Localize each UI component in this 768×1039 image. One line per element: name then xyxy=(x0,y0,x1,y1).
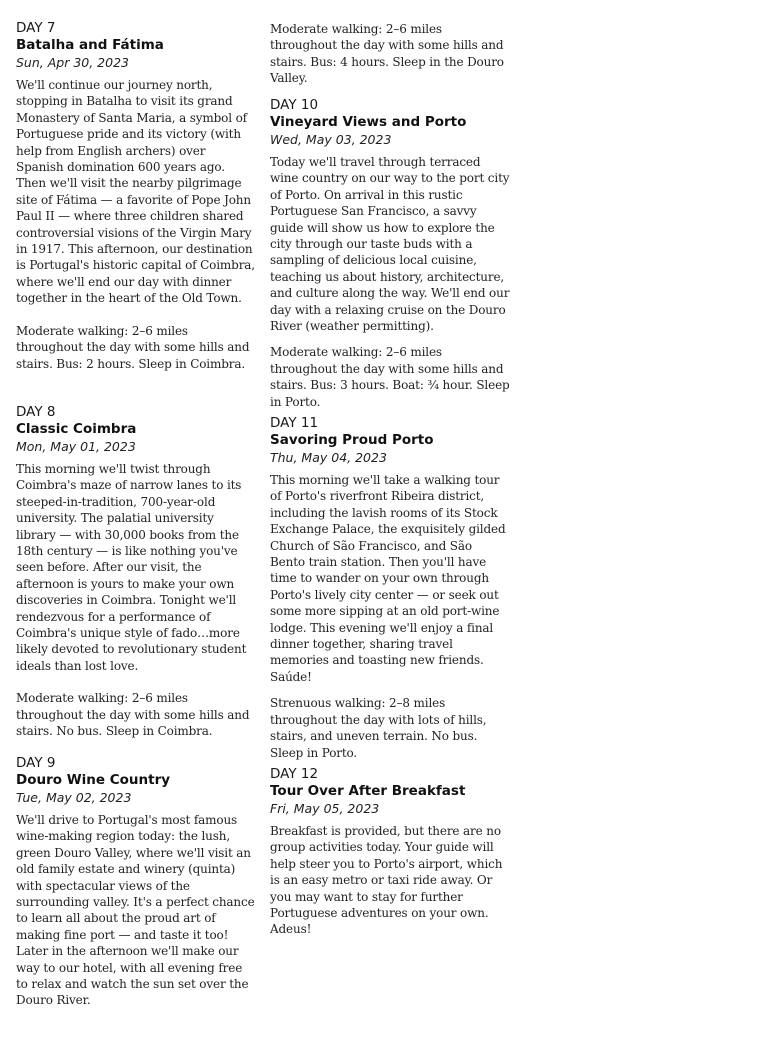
day-number: DAY 9 xyxy=(16,755,56,771)
day-title: Tour Over After Breakfast xyxy=(270,783,466,799)
day-description: We'll drive to Portugal's most famous wine-making region today: the lush, green Douro Valley, where we'll visit an old family estate and winery (quinta) with spectacular views of the surrounding valley. It's a perfect chance to learn all about the proud art of making fine port — and taste it too! Later in the afternoon we'll make our way to our hotel, with all evening free to relax and watch the sun set over the Douro River. xyxy=(16,813,255,1008)
day-number: DAY 10 xyxy=(270,97,319,113)
day-10-section xyxy=(270,97,510,410)
day-date: Fri, May 05, 2023 xyxy=(270,801,380,816)
walking-info: Moderate walking: 2–6 miles throughout the day with some hills and stairs. No bus. Sleep in Coimbra. xyxy=(16,691,250,739)
day-12-section xyxy=(270,766,510,938)
day-number: DAY 8 xyxy=(16,404,56,420)
day-description: We'll continue our journey north, stopping in Batalha to visit its grand Monastery of Santa Maria, a symbol of Portuguese pride and its victory (with help from English archers) over Spanish domination 600 years ago. Then we'll visit the nearby pilgrimage site of Fátima — a favorite of Pope John Paul II — where three children shared controversial visions of the Virgin Mary in 1917. This afternoon, our destination is Portugal's historic capital of Coimbra, where we'll end our day with dinner together in the heart of the Old Town. xyxy=(16,78,255,306)
day-title: Batalha and Fátima xyxy=(16,37,164,53)
day-title: Classic Coimbra xyxy=(16,421,137,437)
day-9-section xyxy=(16,755,256,1009)
day-description: Today we'll travel through terraced wine country on our way to the port city of Porto. On arrival in this rustic Portuguese San Francisco, a savvy guide will show us how to explore the city through our taste buds with a sampling of delicious local cuisine, teaching us about history, architecture, and culture along the way. We'll end our day with a relaxing cruise on the Douro River (weather permitting). xyxy=(270,155,510,334)
day-date: Mon, May 01, 2023 xyxy=(16,439,136,454)
walking-info: Moderate walking: 2–6 miles throughout the day with some hills and stairs. Bus: 3 hours. Boat: ¾ hour. Sleep in Porto. xyxy=(270,345,510,409)
day-number: DAY 7 xyxy=(16,20,56,36)
day-description: Breakfast is provided, but there are no group activities today. Your guide will help steer you to Porto's airport, which is an easy metro or taxi ride away. Or you may want to stay for further Portuguese adventures on your own. Adeus! xyxy=(270,824,503,937)
day-8-section xyxy=(16,404,256,740)
day-description: This morning we'll take a walking tour of Porto's riverfront Ribeira district, including the lavish rooms of its Stock Exchange Palace, the exquisitely gilded Church of São Francisco, and São Bento train station. Then you'll have time to wander on your own through Porto's lively city center — or seek out some more sipping at an old port-wine lodge. This evening we'll enjoy a final dinner together, sharing travel memories and toasting new friends. Saúde! xyxy=(270,473,506,684)
walking-info: Moderate walking: 2–6 miles throughout the day with some hills and stairs. Bus: 4 hours. Sleep in the Douro Valley. xyxy=(270,22,504,86)
day-date: Wed, May 03, 2023 xyxy=(270,132,392,147)
day-title: Douro Wine Country xyxy=(16,772,171,788)
day-date: Sun, Apr 30, 2023 xyxy=(16,55,129,70)
day-9-continued-section xyxy=(270,21,510,87)
day-11-section xyxy=(270,415,510,761)
day-7-section xyxy=(16,20,256,372)
day-number: DAY 12 xyxy=(270,766,319,782)
day-date: Thu, May 04, 2023 xyxy=(270,450,387,465)
walking-info: Moderate walking: 2–6 miles throughout the day with some hills and stairs. Bus: 2 hours. Sleep in Coimbra. xyxy=(16,323,250,371)
walking-info: Strenuous walking: 2–8 miles throughout the day with lots of hills, stairs, and uneven terrain. No bus. Sleep in Porto. xyxy=(270,696,487,760)
day-description: This morning we'll twist through Coimbra's maze of narrow lanes to its steeped-in-tradition, 700-year-old university. The palatial university library — with 30,000 books from the 18th century — is like nothing you've seen before. After our visit, the afternoon is yours to make your own discoveries in Coimbra. Tonight we'll rendezvous for a performance of Coimbra's unique style of fado…more likely devoted to revolutionary student ideals than lost love. xyxy=(16,462,247,673)
day-title: Vineyard Views and Porto xyxy=(270,114,467,130)
day-date: Tue, May 02, 2023 xyxy=(16,790,132,805)
day-title: Savoring Proud Porto xyxy=(270,432,434,448)
day-number: DAY 11 xyxy=(270,415,319,431)
